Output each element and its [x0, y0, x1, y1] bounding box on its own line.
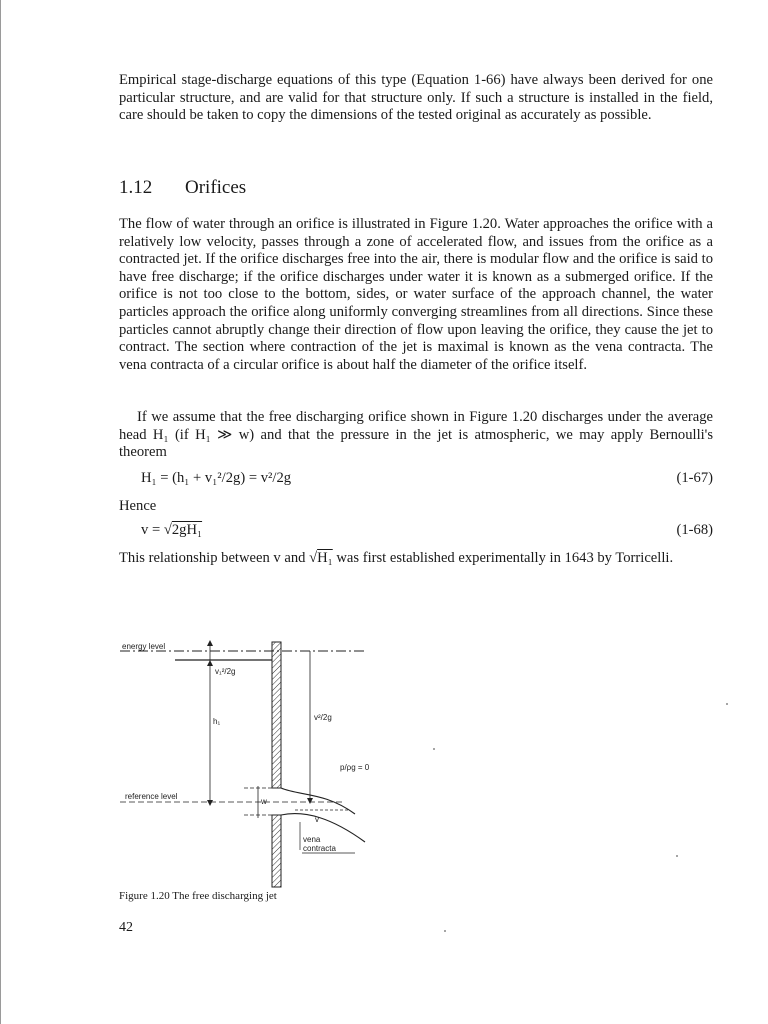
equation-1-68-expression — [141, 522, 202, 539]
figure-caption: Figure 1.20 The free discharging jet — [119, 890, 277, 902]
page-edge — [0, 0, 1, 1024]
body-paragraph-1 — [119, 216, 713, 374]
scan-speck — [676, 855, 678, 857]
body-text-2: If we assume that the free discharging orifice shown in Figure 1.20 discharges under the average head H₁ (if H₁ ≫ w) and that the pressure in the jet is atmospheric, we may apply Bernoulli's theorem — [119, 409, 713, 461]
page-number: 42 — [119, 920, 133, 935]
figure-free-discharging-jet — [110, 632, 400, 890]
body-paragraph-2 — [119, 409, 713, 462]
equation-1-67-expression: H₁ = (h₁ + v₁²/2g) = v²/2g — [141, 470, 292, 486]
equation-1-68 — [119, 522, 713, 540]
equation-1-68-radicand: 2gH₁ — [171, 522, 203, 538]
section-heading — [119, 177, 246, 199]
scan-speck — [726, 703, 728, 705]
torricelli-text-after: was first established experimentally in 1643 by Torricelli. — [332, 550, 674, 566]
scan-speck — [433, 748, 435, 750]
intro-text: Empirical stage-discharge equations of this type (Equation 1-66) have always been derived for one particular structure, and are valid for that structure only. If such a structure is installed in the field, care should be taken to copy the dimensions of the tested original as accurately as possible. — [119, 72, 713, 124]
energy-level-label: energy level — [122, 642, 166, 651]
surface-arrow-up — [207, 660, 213, 666]
hence-label: Hence — [119, 498, 157, 514]
body-text-1: The flow of water through an orifice is illustrated in Figure 1.20. Water approaches the orifice with a relatively low velocity, passes through a zone of accelerated flow, and issues from the orifice as a contracted jet. If the orifice discharges free into the air, there is modular flow and the orifice is said to have free discharge; if the orifice discharges under water it is known as a submerged orifice. If the orifice is not too close to the bottom, sides, or water surface of the approach channel, the water particles approach the orifice along uniformly converging streamlines from all directions. Since these particles cannot abruptly change their direction of flow upon leaving the orifice, they cause the jet to contract. The section where contraction of the jet is maximal is known as the vena contracta. The vena contracta of a circular orifice is about half the diameter of the orifice itself. — [119, 216, 713, 373]
jet-lower-streamline — [281, 814, 365, 842]
equation-1-68-prefix: v = √ — [141, 522, 172, 538]
equation-1-67 — [119, 470, 713, 488]
h1-arrow-down — [207, 800, 213, 806]
torricelli-text — [119, 550, 713, 568]
jet-velocity-head-label: v²/2g — [314, 713, 332, 722]
energy-level-arrow-up — [207, 640, 213, 646]
jet-arrow-down — [307, 798, 313, 804]
equation-1-67-number: (1-67) — [676, 470, 713, 486]
pressure-label: p/ρg = 0 — [340, 763, 370, 772]
vena-contracta-label-line-1: vena — [303, 835, 321, 844]
reference-level-label: reference level — [125, 792, 178, 801]
vena-contracta-label-line-2: contracta — [303, 844, 336, 853]
section-title: Orifices — [185, 177, 247, 198]
scan-speck — [444, 930, 446, 932]
w-label: w — [261, 797, 267, 806]
equation-1-68-number: (1-68) — [676, 522, 713, 538]
torricelli-radicand: H₁ — [317, 550, 333, 566]
wall-upper — [272, 642, 281, 788]
section-number: 1.12 — [119, 177, 153, 198]
intro-paragraph — [119, 72, 713, 125]
approach-velocity-head-label: v₁²/2g — [215, 667, 236, 676]
h1-label: h₁ — [213, 717, 221, 726]
torricelli-paragraph — [119, 550, 713, 568]
v-label: v — [315, 815, 319, 824]
wall-lower — [272, 815, 281, 887]
torricelli-text-before: This relationship between v and √ — [119, 550, 318, 566]
